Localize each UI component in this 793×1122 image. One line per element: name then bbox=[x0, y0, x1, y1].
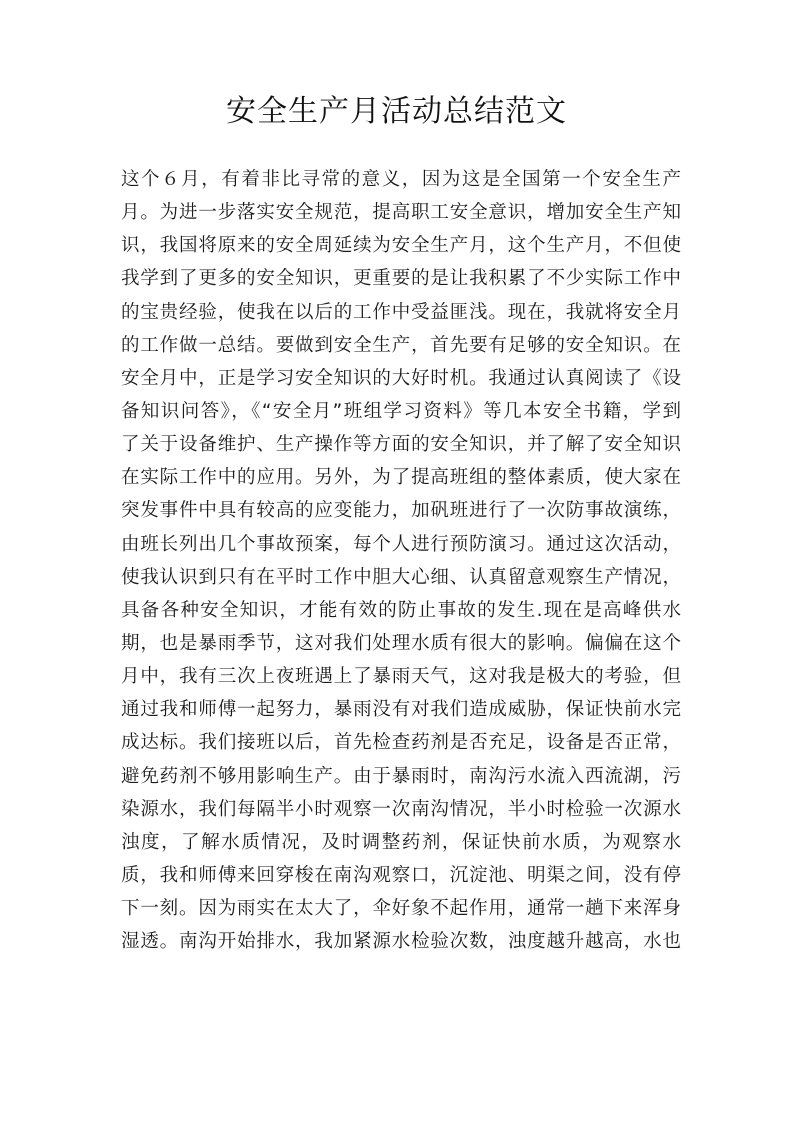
document-title: 安全生产月活动总结范文 bbox=[226, 94, 567, 129]
body-line: 避免药剂不够用影响生产。由于暴雨时，南沟污水流入西流湖，污 bbox=[121, 765, 681, 787]
body-line: 质，我和师傅来回穿梭在南沟观察口，沉淀池、明渠之间，没有停 bbox=[121, 864, 681, 886]
body-line: 月中，我有三次上夜班遇上了暴雨天气，这对我是极大的考验，但 bbox=[121, 666, 681, 688]
body-line: 的工作做一总结。要做到安全生产，首先要有足够的安全知识。在 bbox=[121, 334, 681, 356]
body-line: 我学到了更多的安全知识，更重要的是让我积累了不少实际工作中 bbox=[121, 268, 681, 290]
body-line: 成达标。我们接班以后，首先检查药剂是否充足，设备是否正常， bbox=[121, 732, 681, 754]
body-line: 通过我和师傅一起努力，暴雨没有对我们造成威胁，保证快前水完 bbox=[121, 699, 681, 721]
body-line: 的宝贵经验，使我在以后的工作中受益匪浅。现在，我就将安全月 bbox=[121, 301, 681, 323]
body-line: 在实际工作中的应用。另外，为了提高班组的整体素质，使大家在 bbox=[121, 467, 681, 489]
body-line: 湿透。南沟开始排水，我加紧源水检验次数，浊度越升越高，水也 bbox=[121, 931, 681, 953]
body-line: 期，也是暴雨季节，这对我们处理水质有很大的影响。偏偏在这个 bbox=[121, 632, 681, 654]
body-line: 月。为进一步落实安全规范，提高职工安全意识，增加安全生产知 bbox=[121, 202, 681, 224]
body-line: 使我认识到只有在平时工作中胆大心细、认真留意观察生产情况， bbox=[121, 566, 681, 588]
body-line: 下一刻。因为雨实在太大了，伞好象不起作用，通常一趟下来浑身 bbox=[121, 898, 681, 920]
body-line: 浊度，了解水质情况，及时调整药剂，保证快前水质，为观察水 bbox=[121, 831, 681, 853]
body-line: 由班长列出几个事故预案，每个人进行预防演习。通过这次活动， bbox=[121, 533, 681, 555]
body-line: 备知识问答》，《“安全月”班组学习资料》等几本安全书籍，学到 bbox=[121, 400, 681, 422]
document-body bbox=[121, 163, 681, 958]
body-line: 突发事件中具有较高的应变能力，加矾班进行了一次防事故演练， bbox=[121, 500, 681, 522]
body-line: 具备各种安全知识，才能有效的防止事故的发生.现在是高峰供水 bbox=[121, 599, 681, 621]
body-line: 安全月中，正是学习安全知识的大好时机。我通过认真阅读了《设 bbox=[121, 367, 681, 389]
body-line: 染源水，我们每隔半小时观察一次南沟情况，半小时检验一次源水 bbox=[121, 798, 681, 820]
body-line: 这个６月，有着非比寻常的意义，因为这是全国第一个安全生产 bbox=[121, 169, 681, 190]
body-line: 了关于设备维护、生产操作等方面的安全知识，并了解了安全知识 bbox=[121, 434, 681, 456]
body-line: 识，我国将原来的安全周延续为安全生产月，这个生产月，不但使 bbox=[121, 235, 681, 257]
